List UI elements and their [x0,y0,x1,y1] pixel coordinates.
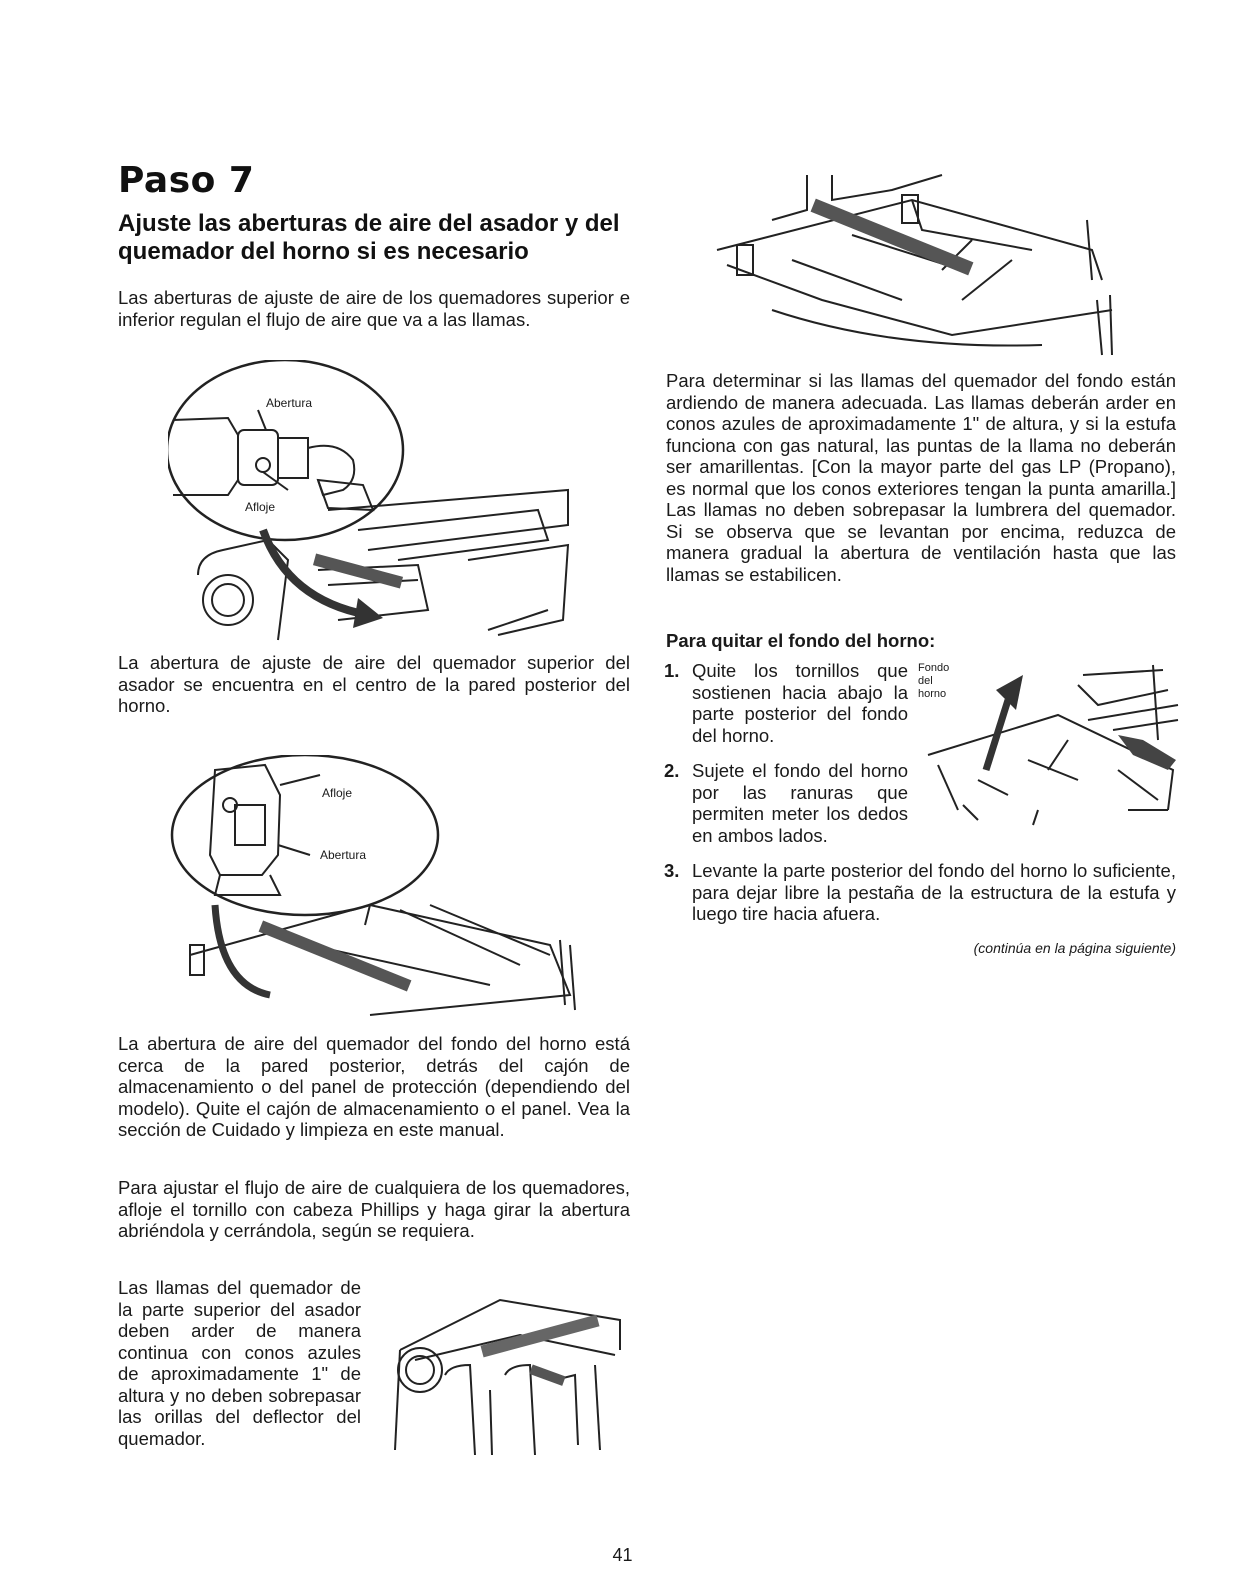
broiler-flames-figure [380,1280,630,1460]
callout-abertura: Abertura [266,396,313,410]
callout-line-1: Fondo [918,662,950,674]
step-title: Paso 7 [118,160,255,201]
callout-line-3: horno [918,688,947,700]
intro-paragraph: Las aberturas de ajuste de aire de los quemadores superior e inferior regulan el flujo de aire que va a las llamas. [118,287,630,330]
bottom-burner-air-shutter-figure [170,755,590,1020]
step-text: Levante la parte posterior del fondo del horno lo suficiente, para dejar libre la pestaña de la estructura de la estufa y luego tire hacia afuera. [692,860,1176,924]
remove-step-3 [664,860,1176,925]
callout-abertura-2: Abertura [320,848,367,862]
callout-afloje: Afloje [245,500,276,514]
adjust-paragraph: Para ajustar el flujo de aire de cualquiera de los quemadores, afloje el tornillo con cabeza Phillips y haga girar la abertura abriéndola y cerrándola, según se requiera. [118,1177,630,1241]
broiler-air-shutter-figure [168,360,588,650]
step-number: 1. [664,660,680,681]
oven-bottom-callout [918,662,958,701]
bottom-burner-flames-figure [712,170,1122,360]
bottom-location-paragraph: La abertura de aire del quemador del fondo del horno está cerca de la pared posterior, detrás del cajón de almacenamiento o del panel de protección (dependiendo del modelo). Quite el cajón de almacenamiento o el panel. Vea la sección de Cuidado y limpieza en este manual. [118,1033,630,1140]
broiler-location-paragraph: La abertura de ajuste de aire del quemador superior del asador se encuentra en el centro de la pared posterior del horno. [118,652,630,716]
step-number: 2. [664,760,680,781]
step-text: Sujete el fondo del horno por las ranuras que permiten meter los dedos en ambos lados. [692,760,908,846]
remove-steps-list [664,660,908,846]
remove-bottom-heading: Para quitar el fondo del horno: [666,630,936,651]
broiler-flames-paragraph: Las llamas del quemador de la parte superior del asador deben arder de manera continua con conos azules de aproximadamente 1" de altura y no deben sobrepasar las orillas del deflector del quemador. [118,1277,361,1449]
bottom-flames-paragraph: Para determinar si las llamas del quemador del fondo están ardiendo de manera adecuada. Las llamas deberán arder en conos azules de aproximadamente 1" de altura, y si la estufa funciona con gas natural, las puntas de la llama no deberán ser amarillentas. [Con la mayor parte del gas LP (Propano), es normal que los conos exteriores tengan la punta amarilla.] Las llamas no deben sobrepasar la lumbrera del quemador. Si se observa que se levantan por encima, reduzca de manera gradual la abertura de ventilación hasta que las llamas se estabilicen. [666,370,1176,585]
remove-steps-list-cont [664,860,1176,925]
callout-line-2: del [918,675,933,687]
callout-afloje-2: Afloje [322,786,353,800]
section-heading: Ajuste las aberturas de aire del asador y del quemador del horno si es necesario [118,210,620,265]
remove-step-2 [664,760,908,846]
step-text: Quite los tornillos que sostienen hacia abajo la parte posterior del fondo del horno. [692,660,908,746]
step-number: 3. [664,860,680,881]
continued-note: (continúa en la página siguiente) [973,940,1176,956]
remove-step-1 [664,660,908,746]
page-number: 41 [612,1545,633,1565]
